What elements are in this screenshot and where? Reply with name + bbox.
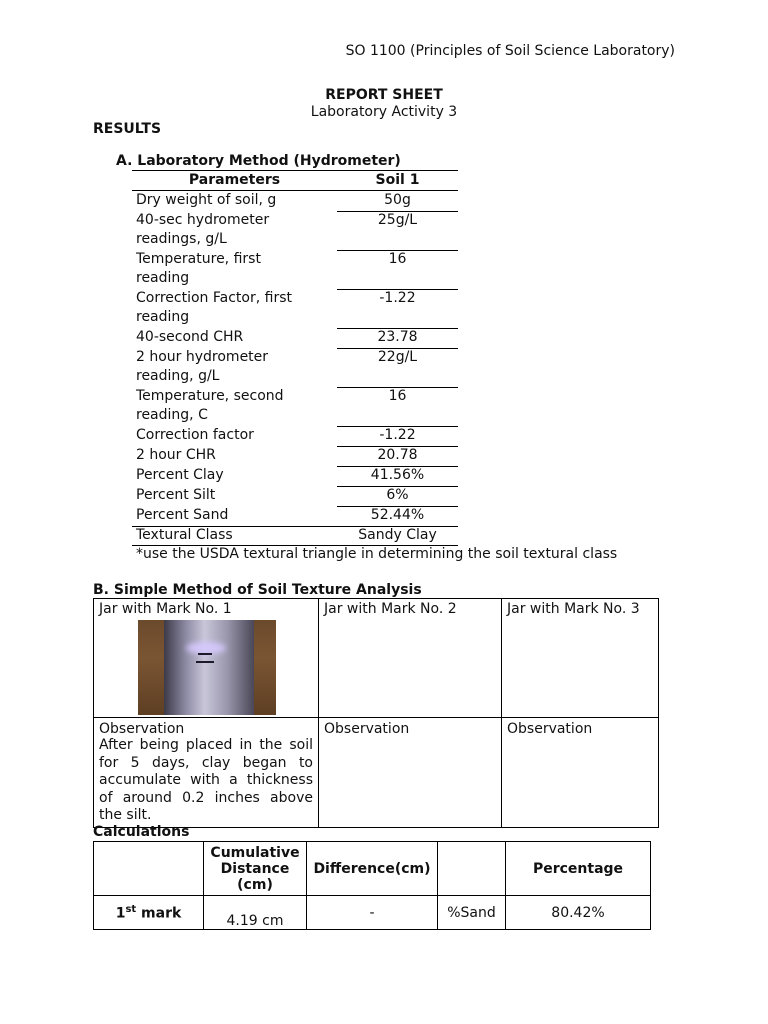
label-cell: %Sand — [438, 896, 506, 930]
row-value: 22g/L — [377, 349, 418, 365]
col-header-soil: Soil 1 — [375, 172, 420, 188]
row-label: Dry weight of soil, g — [136, 192, 277, 208]
row-value: 52.44% — [370, 507, 425, 523]
row-label: Textural Class — [136, 527, 233, 543]
row-label: Temperature, second reading, C — [136, 388, 284, 423]
jar-cell-2 — [319, 599, 502, 718]
row-value: 25g/L — [377, 212, 418, 228]
row-value: 6% — [386, 487, 409, 503]
row-label: Temperature, first reading — [136, 251, 261, 286]
observation-label: Observation — [324, 721, 410, 737]
jar-label: Jar with Mark No. 2 — [324, 601, 457, 617]
section-a-title: A. Laboratory Method (Hydrometer) — [116, 153, 401, 169]
jar-label: Jar with Mark No. 3 — [507, 601, 640, 617]
observation-cell-2 — [319, 718, 502, 828]
observation-text: After being placed in the soil for 5 days, clay began to accumulate with a thickness of around 0.2 inches above the silt. — [99, 737, 313, 823]
jar-cell-1 — [94, 599, 319, 718]
section-b-title: B. Simple Method of Soil Texture Analysis — [93, 582, 422, 598]
report-subtitle: Laboratory Activity 3 — [310, 104, 458, 120]
row-label: 2 hour CHR — [136, 447, 216, 463]
row-label: Percent Clay — [136, 467, 224, 483]
jar-photo — [138, 620, 276, 715]
row-label: Percent Sand — [136, 507, 229, 523]
distance-cell: 4.19 cm — [204, 896, 307, 930]
row-label: 40-second CHR — [136, 329, 244, 345]
observation-label: Observation — [99, 721, 185, 737]
row-value: -1.22 — [379, 427, 416, 443]
row-value: 50g — [384, 192, 411, 208]
row-label: Correction Factor, first reading — [136, 290, 292, 325]
jar-label: Jar with Mark No. 1 — [99, 601, 232, 617]
row-label: 40-sec hydrometer readings, g/L — [136, 212, 270, 247]
calculations-heading: Calculations — [93, 824, 190, 840]
mark-cell: 1st mark — [94, 896, 204, 930]
row-label: Correction factor — [136, 427, 254, 443]
observation-cell-1 — [94, 718, 319, 828]
row-value: 16 — [388, 251, 407, 267]
header-cell — [438, 842, 506, 896]
percentage-cell: 80.42% — [506, 896, 651, 930]
col-header-parameters: Parameters — [188, 172, 281, 188]
row-label: 2 hour hydrometer reading, g/L — [136, 349, 269, 384]
header-cell: Cumulative Distance (cm) — [204, 842, 307, 896]
observation-cell-3 — [502, 718, 659, 828]
row-value: 23.78 — [377, 329, 418, 345]
row-value: 20.78 — [377, 447, 418, 463]
calculations-table — [93, 841, 651, 930]
usda-note: *use the USDA textural triangle in determining the soil textural class — [136, 546, 618, 562]
difference-cell: - — [307, 896, 438, 930]
row-value: 41.56% — [370, 467, 425, 483]
row-value: 16 — [388, 388, 407, 404]
jar-table — [93, 598, 659, 828]
row-label: Percent Silt — [136, 487, 216, 503]
observation-label: Observation — [507, 721, 593, 737]
results-heading: RESULTS — [93, 121, 162, 137]
header-cell: Percentage — [506, 842, 651, 896]
row-value: -1.22 — [379, 290, 416, 306]
jar-cell-3 — [502, 599, 659, 718]
row-value: Sandy Clay — [358, 527, 437, 543]
course-title: SO 1100 (Principles of Soil Science Laboratory) — [345, 43, 675, 59]
report-title: REPORT SHEET — [325, 87, 443, 103]
header-cell — [94, 842, 204, 896]
header-cell: Difference(cm) — [307, 842, 438, 896]
